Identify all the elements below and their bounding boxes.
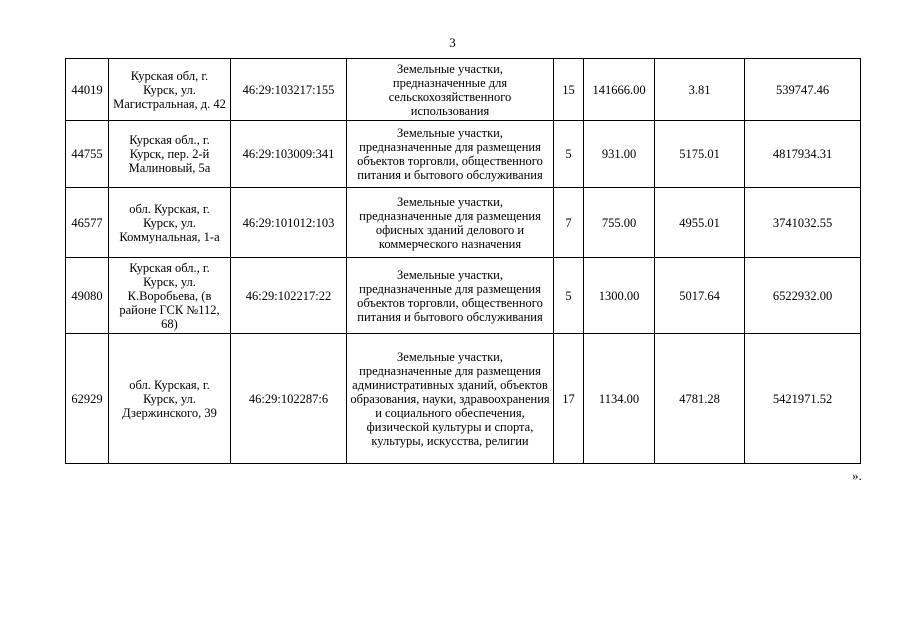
row-id-cell: 44755 (66, 121, 109, 188)
table-row (66, 334, 861, 464)
area-cell: 755.00 (584, 188, 655, 258)
use-code-cell: 15 (554, 59, 584, 121)
cadastral-value-cell: 3741032.55 (745, 188, 861, 258)
land-use-cell: Земельные участки, предназначенные для размещения объектов торговли, общественного питания и бытового обслуживания (347, 121, 554, 188)
row-id-cell: 62929 (66, 334, 109, 464)
land-registry-table (65, 58, 861, 464)
table-row (66, 188, 861, 258)
land-use-cell: Земельные участки, предназначенные для размещения объектов торговли, общественного питания и бытового обслуживания (347, 258, 554, 334)
use-code-cell: 5 (554, 121, 584, 188)
address-cell: Курская обл., г. Курск, ул. К.Воробьева, (в районе ГСК №112, 68) (109, 258, 231, 334)
area-cell: 931.00 (584, 121, 655, 188)
specific-value-cell: 4781.28 (655, 334, 745, 464)
use-code-cell: 5 (554, 258, 584, 334)
specific-value-cell: 4955.01 (655, 188, 745, 258)
use-code-cell: 7 (554, 188, 584, 258)
cadastral-number-cell: 46:29:103217:155 (231, 59, 347, 121)
land-use-cell: Земельные участки, предназначенные для сельскохозяйственного использования (347, 59, 554, 121)
closing-quote-mark: ». (852, 468, 862, 483)
cadastral-value-cell: 5421971.52 (745, 334, 861, 464)
land-use-cell: Земельные участки, предназначенные для размещения административных зданий, объектов образования, науки, здравоохранения и социального обеспечения, физической культуры и спорта, культуры, искусства, религии (347, 334, 554, 464)
area-cell: 1300.00 (584, 258, 655, 334)
cadastral-value-cell: 6522932.00 (745, 258, 861, 334)
address-cell: Курская обл., г. Курск, пер. 2-й Малиновый, 5а (109, 121, 231, 188)
table-row (66, 59, 861, 121)
table-row (66, 258, 861, 334)
area-cell: 141666.00 (584, 59, 655, 121)
use-code-cell: 17 (554, 334, 584, 464)
cadastral-number-cell: 46:29:102217:22 (231, 258, 347, 334)
cadastral-value-cell: 4817934.31 (745, 121, 861, 188)
specific-value-cell: 5017.64 (655, 258, 745, 334)
address-cell: Курская обл, г. Курск, ул. Магистральная, д. 42 (109, 59, 231, 121)
area-cell: 1134.00 (584, 334, 655, 464)
cadastral-value-cell: 539747.46 (745, 59, 861, 121)
cadastral-number-cell: 46:29:103009:341 (231, 121, 347, 188)
table-row (66, 121, 861, 188)
address-cell: обл. Курская, г. Курск, ул. Дзержинского, 39 (109, 334, 231, 464)
page-number: 3 (449, 35, 456, 50)
row-id-cell: 49080 (66, 258, 109, 334)
specific-value-cell: 3.81 (655, 59, 745, 121)
row-id-cell: 46577 (66, 188, 109, 258)
specific-value-cell: 5175.01 (655, 121, 745, 188)
cadastral-number-cell: 46:29:102287:6 (231, 334, 347, 464)
row-id-cell: 44019 (66, 59, 109, 121)
cadastral-number-cell: 46:29:101012:103 (231, 188, 347, 258)
address-cell: обл. Курская, г. Курск, ул. Коммунальная, 1-а (109, 188, 231, 258)
land-use-cell: Земельные участки, предназначенные для размещения офисных зданий делового и коммерческого назначения (347, 188, 554, 258)
